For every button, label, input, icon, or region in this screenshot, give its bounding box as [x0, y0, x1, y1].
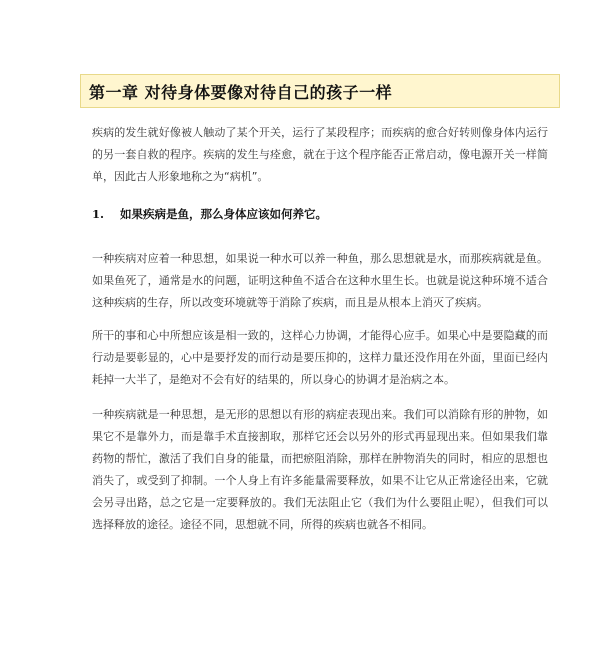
section-title: 如果疾病是鱼，那么身体应该如何养它。	[120, 207, 327, 221]
body-paragraph-2: 所干的事和心中所想应该是相一致的，这样心力协调，才能得心应手。如果心中是要隐藏的而行动是要彰显的，心中是要抒发的而行动是要压抑的，这样力量还没作用在外面，里面已经内耗掉一大半了，是绝对不会有好的结果的，所以身心的协调才是治病之本。	[92, 329, 548, 386]
body-paragraph-3: 一种疾病就是一种思想，是无形的思想以有形的病症表现出来。我们可以消除有形的肿物，如果它不是靠外力，而是靠手术直接割取，那样它还会以另外的形式再显现出来。但如果我们靠药物的帮忙，激活了我们自身的能量，而把瘀阻消除，那样在肿物消失的同时，相应的思想也消失了，或受到了抑制。一个人身上有许多能量需要释放，如果不让它从正常途径出来，它就会另寻出路，总之它是一定要释放的。我们无法阻止它（我们为什么要阻止呢），但我们可以选择释放的途径。途径不同，思想就不同，所得的疾病也就各不相同。	[92, 408, 548, 531]
chapter-title: 第一章 对待身体要像对待自己的孩子一样	[89, 82, 393, 102]
section-number: 1.	[92, 207, 105, 221]
chapter-banner	[80, 74, 560, 108]
body-paragraph-1: 一种疾病对应着一种思想，如果说一种水可以养一种鱼，那么思想就是水，而那疾病就是鱼。如果鱼死了，通常是水的问题，证明这种鱼不适合在这种水里生长。也就是说这种环境不适合这种疾病的生存，所以改变环境就等于消除了疾病，而且是从根本上消灭了疾病。	[92, 252, 548, 309]
intro-paragraph: 疾病的发生就好像被人触动了某个开关，运行了某段程序；而疾病的愈合好转则像身体内运行的另一套自救的程序。疾病的发生与痊愈，就在于这个程序能否正常启动，像电源开关一样简单，因此古人形象地称之为“病机”。	[92, 126, 548, 183]
section-heading	[92, 206, 327, 222]
